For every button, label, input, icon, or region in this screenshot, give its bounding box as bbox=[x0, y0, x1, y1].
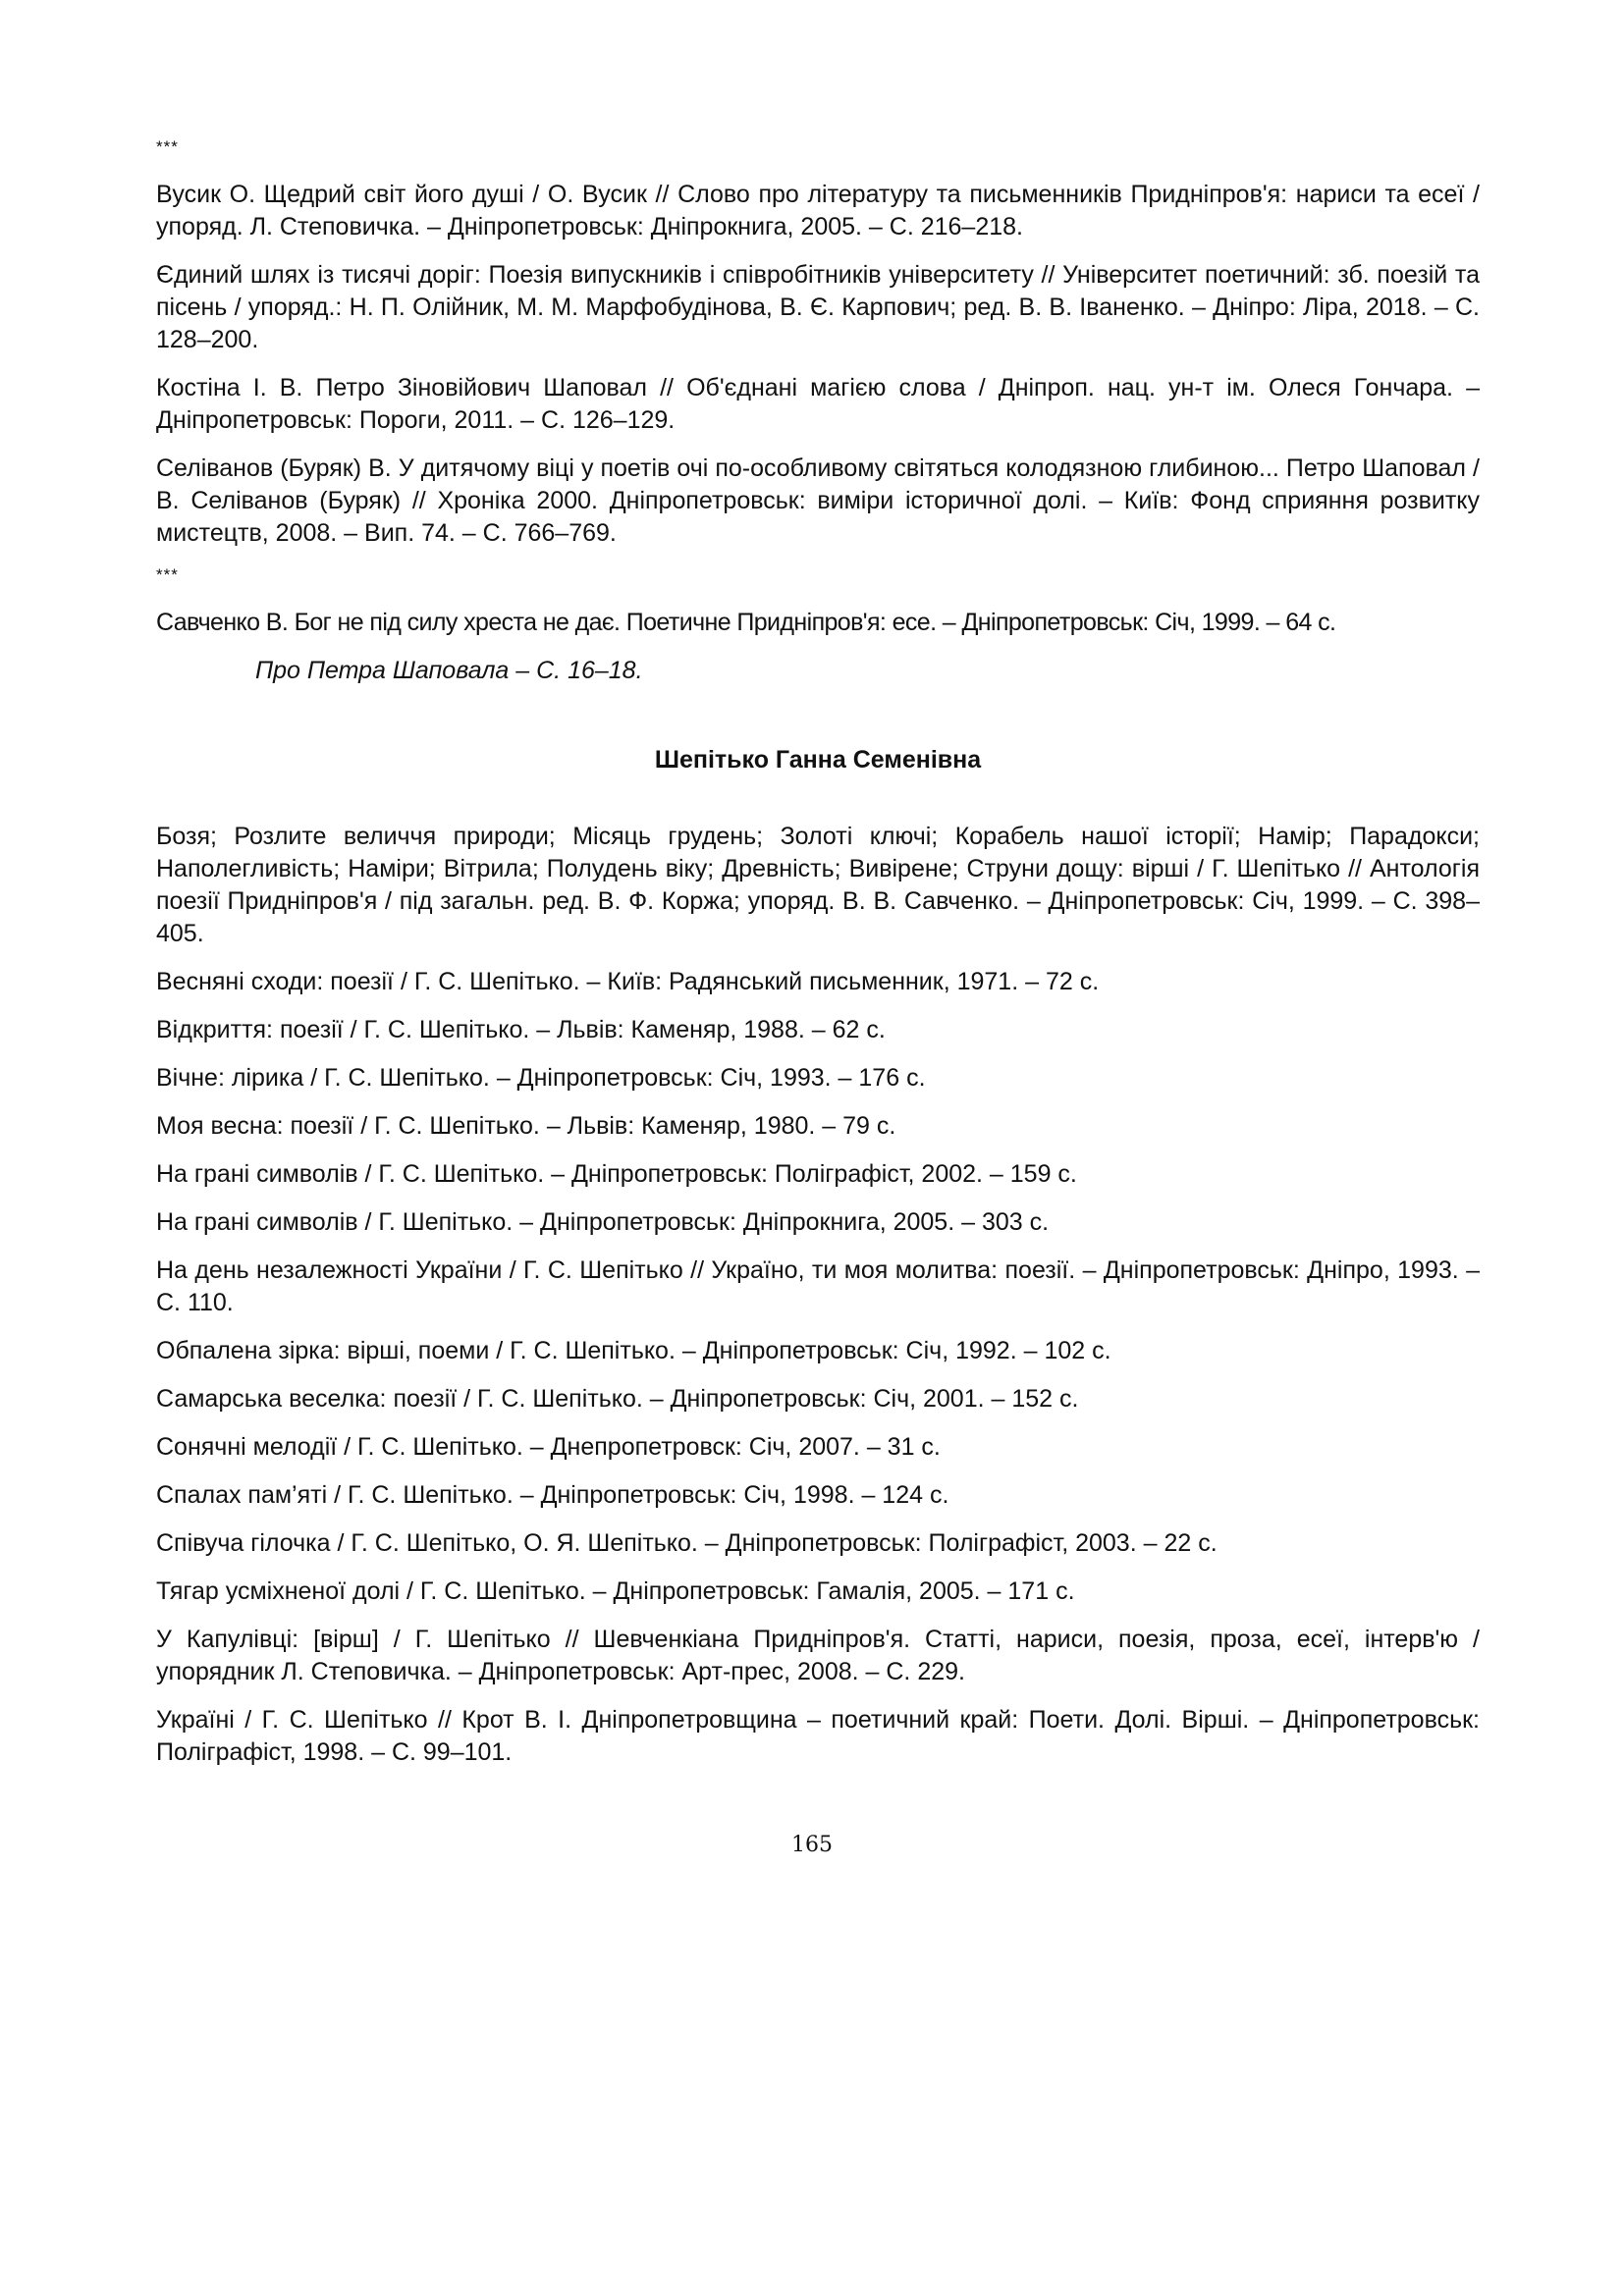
bibliography-entry: Бозя; Розлите величчя природи; Місяць грудень; Золоті ключі; Корабель нашої історії; Намір; Парадокси; Наполегливість; Наміри; Вітрила; Полудень віку; Древність; Вивірене; Струни дощу: вірші / Г. Шепітько // Антологія поезії Придніпров'я / під загальн. ред. В. Ф. Коржа; упоряд. В. В. Савченко. – Дніпропетровськ: Січ, 1999. – С. 398–405. bbox=[156, 823, 1480, 947]
bibliography-entry: Співуча гілочка / Г. С. Шепітько, О. Я. Шепітько. – Дніпропетровськ: Поліграфіст, 2003. – 22 с. bbox=[156, 1529, 1218, 1557]
page-number: 165 bbox=[791, 1833, 833, 1857]
bibliography-entry: Весняні сходи: поезії / Г. С. Шепітько. – Київ: Радянський письменник, 1971. – 72 с. bbox=[156, 968, 1100, 995]
separator-stars: *** bbox=[156, 137, 179, 156]
bibliography-entry: Сонячні мелодії / Г. С. Шепітько. – Днепропетровск: Січ, 2007. – 31 с. bbox=[156, 1433, 941, 1461]
page-content bbox=[156, 137, 1480, 1785]
bibliography-entry: Савченко В. Бог не під силу хреста не дає. Поетичне Придніпров'я: есе. – Дніпропетровськ: Січ, 1999. – 64 с. bbox=[156, 609, 1336, 636]
bibliography-entry: Обпалена зірка: вірші, поеми / Г. С. Шепітько. – Дніпропетровськ: Січ, 1992. – 102 с. bbox=[156, 1337, 1111, 1364]
author-heading: Шепітько Ганна Семенівна bbox=[654, 746, 982, 774]
bibliography-entry: Тягар усміхненої долі / Г. С. Шепітько. – Дніпропетровськ: Гамалія, 2005. – 171 с. bbox=[156, 1577, 1075, 1605]
bibliography-entry: Україні / Г. С. Шепітько // Крот В. І. Дніпропетровщина – поетичний край: Поети. Долі. Вірші. – Дніпропетровськ: Поліграфіст, 1998. – С. 99–101. bbox=[156, 1706, 1480, 1766]
separator-stars: *** bbox=[156, 565, 179, 584]
bibliography-entry: У Капулівці: [вірш] / Г. Шепітько // Шевченкіана Придніпров'я. Статті, нариси, поезія, проза, есеї, інтерв'ю / упорядник Л. Степовичка. – Дніпропетровськ: Арт-прес, 2008. – С. 229. bbox=[156, 1626, 1480, 1685]
bibliography-entry: Спалах пам’яті / Г. С. Шепітько. – Дніпропетровськ: Січ, 1998. – 124 с. bbox=[156, 1481, 949, 1509]
bibliography-entry: Моя весна: поезії / Г. С. Шепітько. – Львів: Каменяр, 1980. – 79 с. bbox=[156, 1112, 896, 1140]
bibliography-entry: Самарська веселка: поезії / Г. С. Шепітько. – Дніпропетровськ: Січ, 2001. – 152 с. bbox=[156, 1385, 1079, 1413]
bibliography-entry: На грані символів / Г. С. Шепітько. – Дніпропетровськ: Поліграфіст, 2002. – 159 с. bbox=[156, 1160, 1077, 1188]
bibliography-entry: Селіванов (Буряк) В. У дитячому віці у поетів очі по-особливому світяться колодязною глибиною... Петро Шаповал / В. Селіванов (Буряк) // Хроніка 2000. Дніпропетровськ: виміри історичної долі. – Київ: Фонд сприяння розвитку мистецтв, 2008. – Вип. 74. – С. 766–769. bbox=[156, 454, 1480, 547]
bibliography-entry: Відкриття: поезії / Г. С. Шепітько. – Львів: Каменяр, 1988. – 62 с. bbox=[156, 1016, 886, 1043]
bibliography-entry: На день незалежності України / Г. С. Шепітько // Україно, ти моя молитва: поезії. – Дніпропетровськ: Дніпро, 1993. – С. 110. bbox=[156, 1256, 1480, 1316]
bibliography-entry: Єдиний шлях із тисячі доріг: Поезія випускників і співробітників університету // Університет поетичний: зб. поезій та пісень / упоряд.: Н. П. Олійник, М. М. Марфобудінова, В. Є. Карпович; ред. В. В. Іваненко. – Дніпро: Ліра, 2018. – С. 128–200. bbox=[156, 261, 1480, 353]
bibliography-entry: Костіна І. В. Петро Зіновійович Шаповал // Об'єднані магією слова / Дніпроп. нац. ун-т ім. Олеся Гончара. – Дніпропетровськ: Пороги, 2011. – С. 126–129. bbox=[156, 374, 1480, 434]
bibliography-entry: Вусик О. Щедрий світ його душі / О. Вусик // Слово про літературу та письменників Придніпров'я: нариси та есеї / упоряд. Л. Степовичка. – Дніпропетровськ: Дніпрокнига, 2005. – С. 216–218. bbox=[156, 181, 1480, 240]
annotation-note: Про Петра Шаповала – С. 16–18. bbox=[255, 657, 643, 684]
bibliography-entry: Вічне: лірика / Г. С. Шепітько. – Дніпропетровськ: Січ, 1993. – 176 с. bbox=[156, 1064, 926, 1092]
bibliography-entry: На грані символів / Г. Шепітько. – Дніпропетровськ: Дніпрокнига, 2005. – 303 с. bbox=[156, 1208, 1050, 1236]
